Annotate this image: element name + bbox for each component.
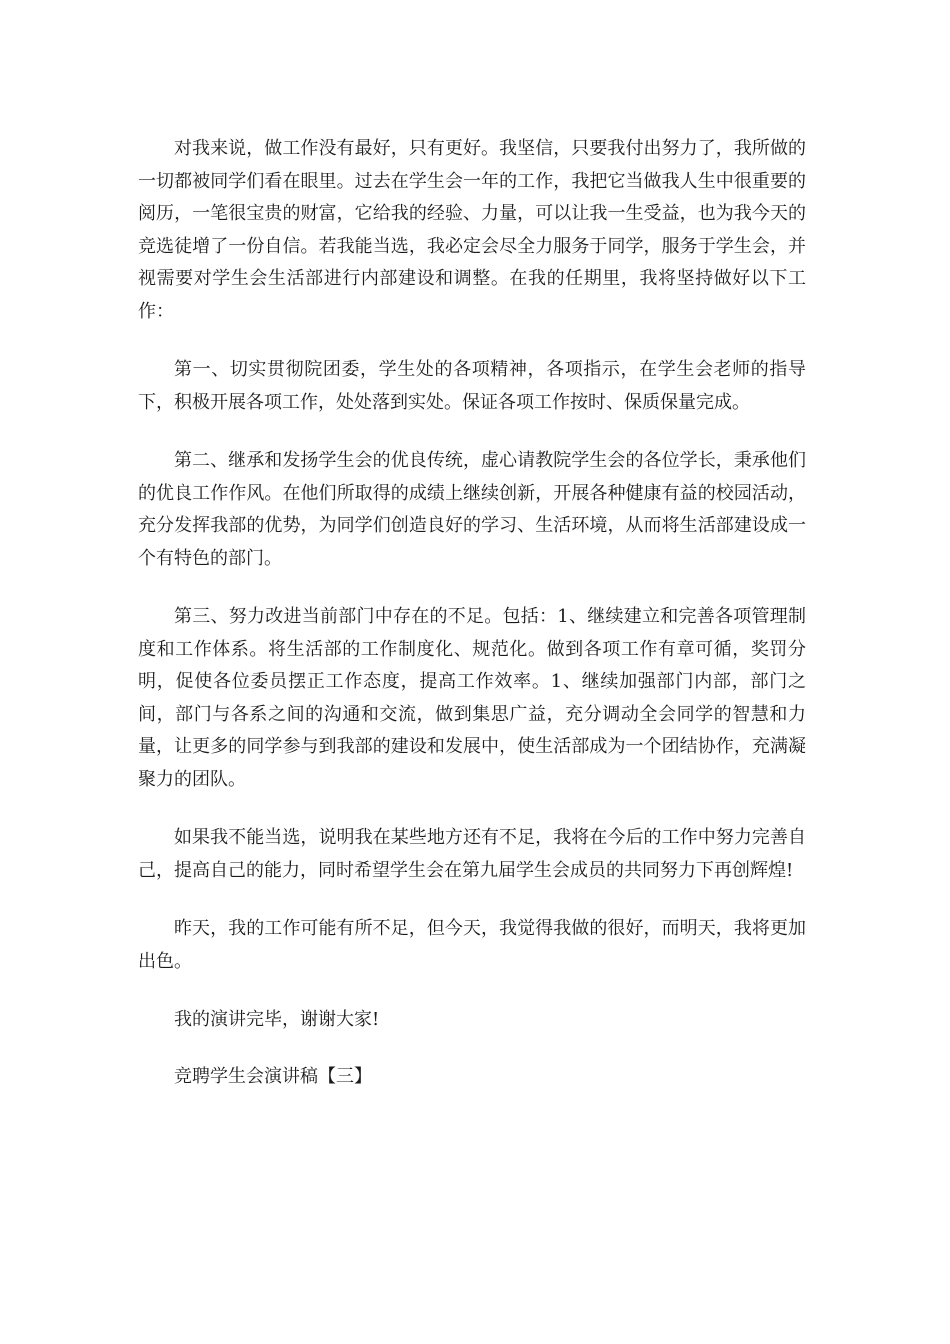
paragraph-yesterday-today: 昨天，我的工作可能有所不足，但今天，我觉得我做的很好，而明天，我将更加出色。 bbox=[138, 918, 806, 972]
paragraph-if-not-elected: 如果我不能当选，说明我在某些地方还有不足，我将在今后的工作中努力完善自己，提高自己的能力，同时希望学生会在第九届学生会成员的共同努力下再创辉煌! bbox=[138, 827, 806, 881]
next-section-title: 竞聘学生会演讲稿【三】 bbox=[174, 1065, 372, 1087]
paragraph-closing: 我的演讲完毕，谢谢大家! bbox=[174, 1009, 380, 1030]
paragraph-point-one: 第一、切实贯彻院团委，学生处的各项精神，各项指示，在学生会老师的指导下，积极开展各项工作，处处落到实处。保证各项工作按时、保质保量完成。 bbox=[138, 359, 806, 413]
document-body bbox=[138, 133, 806, 1093]
paragraph-point-three: 第三、努力改进当前部门中存在的不足。包括：1、继续建立和完善各项管理制度和工作体系。将生活部的工作制度化、规范化。做到各项工作有章可循，奖罚分明，促使各位委员摆正工作态度，提高工作效率。1、继续加强部门内部，部门之间，部门与各系之间的沟通和交流，做到集思广益，充分调动全会同学的智慧和力量，让更多的同学参与到我部的建设和发展中，使生活部成为一个团结协作，充满凝聚力的团队。 bbox=[138, 606, 806, 790]
paragraph-point-two: 第二、继承和发扬学生会的优良传统，虚心请教院学生会的各位学长，秉承他们的优良工作作风。在他们所取得的成绩上继续创新，开展各种健康有益的校园活动，充分发挥我部的优势，为同学们创造良好的学习、生活环境，从而将生活部建设成一个有特色的部门。 bbox=[138, 450, 806, 569]
paragraph-intro: 对我来说，做工作没有最好，只有更好。我坚信，只要我付出努力了，我所做的一切都被同学们看在眼里。过去在学生会一年的工作，我把它当做我人生中很重要的阅历，一笔很宝贵的财富，它给我的经验、力量，可以让我一生受益，也为我今天的竞选徒增了一份自信。若我能当选，我必定会尽全力服务于同学，服务于学生会，并视需要对学生会生活部进行内部建设和调整。在我的任期里，我将坚持做好以下工作： bbox=[138, 138, 806, 322]
